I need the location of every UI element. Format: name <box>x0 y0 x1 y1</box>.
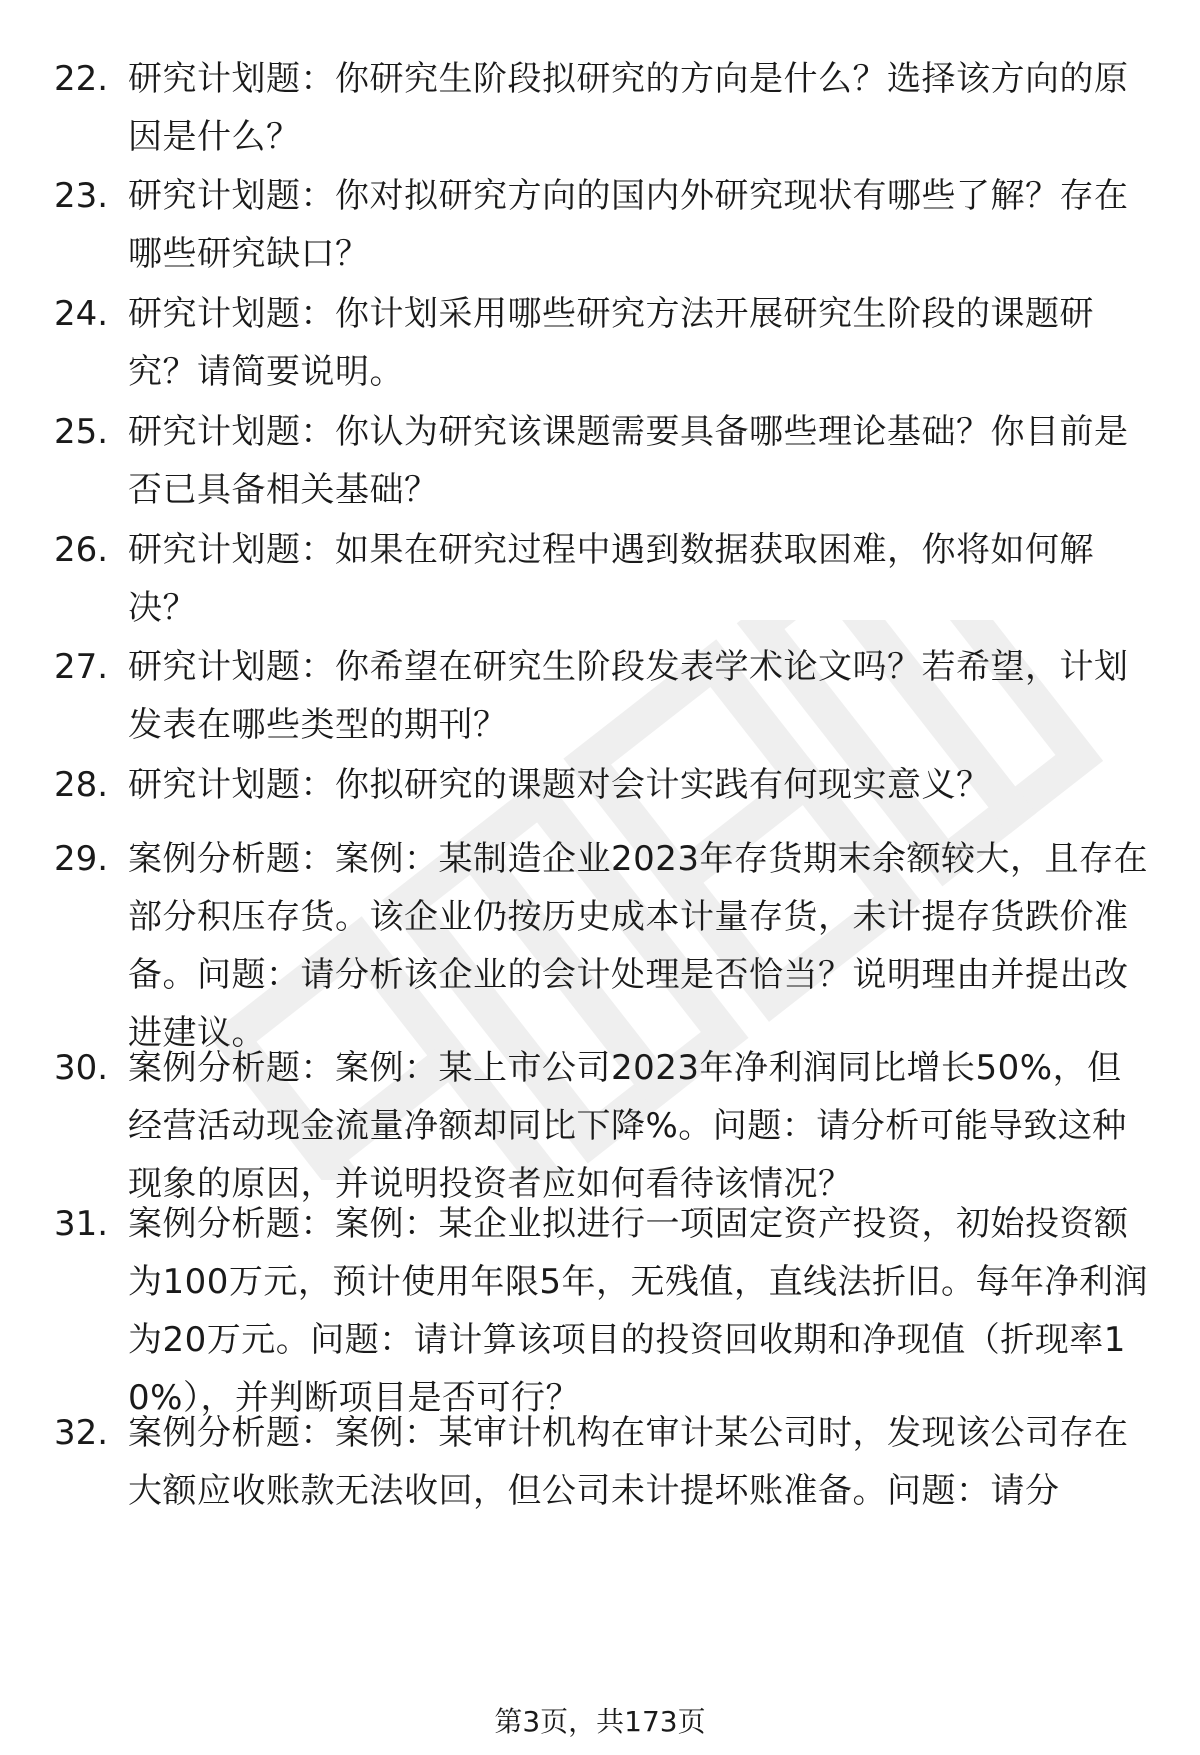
question-number: 23. <box>54 176 109 216</box>
question-text: 研究计划题：你对拟研究方向的国内外研究现状有哪些了解？存在哪些研究缺口？ <box>128 176 1129 274</box>
question-number: 30. <box>54 1048 109 1088</box>
question-number: 22. <box>54 59 109 99</box>
question-number: 29. <box>54 839 109 879</box>
question-text: 案例分析题：案例：某上市公司2023年净利润同比增长50%，但经营活动现金流量净额却同比下降%。问题：请分析可能导致这种现象的原因，并说明投资者应如何看待该情况？ <box>128 1048 1127 1204</box>
page-number: 第3页，共173页 <box>494 1705 706 1738</box>
question-number: 31. <box>54 1204 109 1244</box>
question-number: 25. <box>54 412 109 452</box>
question-number: 24. <box>54 294 109 334</box>
question-text: 研究计划题：你计划采用哪些研究方法开展研究生阶段的课题研究？请简要说明。 <box>128 294 1094 392</box>
question-text: 研究计划题：如果在研究过程中遇到数据获取困难，你将如何解决？ <box>128 530 1094 628</box>
question-text: 研究计划题：你研究生阶段拟研究的方向是什么？选择该方向的原因是什么？ <box>128 59 1129 157</box>
question-text: 案例分析题：案例：某审计机构在审计某公司时，发现该公司存在大额应收账款无法收回，但公司未计提坏账准备。问题：请分 <box>128 1413 1129 1511</box>
question-number: 32. <box>54 1413 109 1453</box>
question-text: 研究计划题：你拟研究的课题对会计实践有何现实意义？ <box>128 765 991 805</box>
question-text: 案例分析题：案例：某制造企业2023年存货期末余额较大，且存在部分积压存货。该企业仍按历史成本计量存货，未计提存货跌价准备。问题：请分析该企业的会计处理是否恰当？说明理由并提出改进建议。 <box>128 839 1149 1053</box>
question-text: 研究计划题：你认为研究该课题需要具备哪些理论基础？你目前是否已具备相关基础？ <box>128 412 1129 510</box>
question-number: 26. <box>54 530 109 570</box>
question-text: 研究计划题：你希望在研究生阶段发表学术论文吗？若希望，计划发表在哪些类型的期刊？ <box>128 647 1129 745</box>
question-number: 27. <box>54 647 109 687</box>
question-number: 28. <box>54 765 109 805</box>
question-text: 案例分析题：案例：某企业拟进行一项固定资产投资，初始投资额为100万元，预计使用年限5年，无残值，直线法折旧。每年净利润为20万元。问题：请计算该项目的投资回收期和净现值（折现率10%），并判断项目是否可行？ <box>128 1204 1149 1418</box>
